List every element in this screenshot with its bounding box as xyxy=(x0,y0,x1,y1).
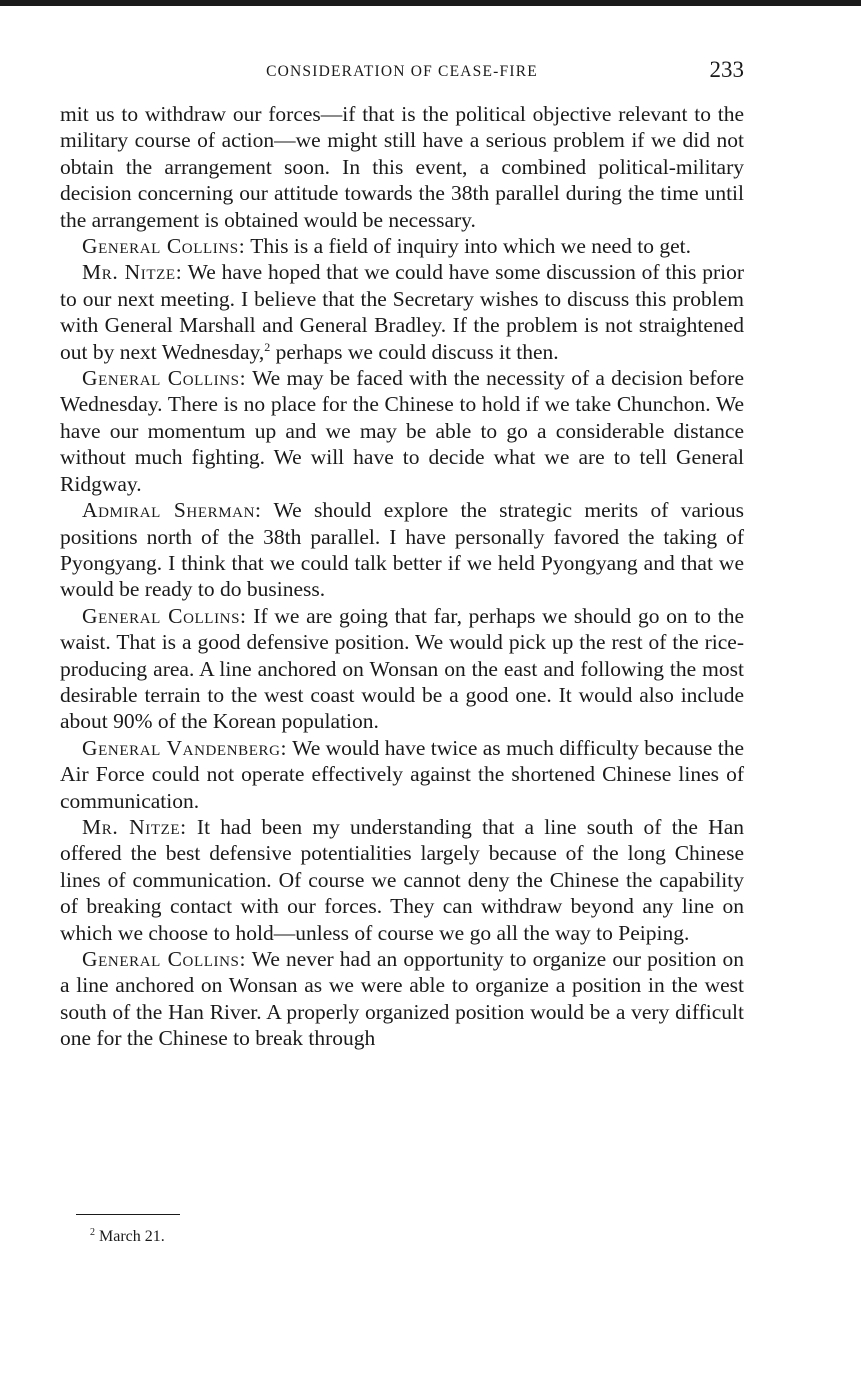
paragraph xyxy=(60,233,744,259)
speaker-name: General Collins: xyxy=(82,947,247,971)
paragraph xyxy=(60,365,744,497)
footnote-mark: 2 xyxy=(90,1227,95,1238)
speaker-name: General Collins: xyxy=(82,234,246,259)
footnote-rule xyxy=(76,1214,180,1215)
paragraph xyxy=(60,259,744,365)
paragraph xyxy=(60,603,744,735)
speaker-name: Mr. Nitze: xyxy=(82,814,187,839)
paragraph-text: We never had an opportunity to organize our position on a line anchored on Wonsan as we were able to organize a position in the west south of the Han River. A properly organized position would be a very difficult one for the Chinese to break through xyxy=(60,947,744,1051)
paragraph-text: We have hoped that we could have some discussion of this prior to our next meeting. I believe that the Secretary wishes to discuss this problem with General Marshall and General Bradley. If the problem is not straightened out by next Wednesday, xyxy=(60,260,744,364)
speaker-name: Admiral Sherman: xyxy=(82,498,262,523)
paragraph-text: mit us to withdraw our forces—if that is the political objective relevant to the military course of action—we might still have a serious problem if we did not obtain the arrangement soon. In this event, a combined political-military decision concerning our attitude towards the 38th parallel during the time until the arrangement is obtained would be necessary. xyxy=(60,102,744,232)
speaker-name: General Collins: xyxy=(82,366,247,391)
paragraph xyxy=(60,814,744,946)
paragraph xyxy=(60,946,744,1052)
paragraph-text: If we are going that far, perhaps we should go on to the waist. That is a good defensive position. We would pick up the rest of the rice-producing area. A line anchored on Wonsan on the east and following the most desirable terrain to the west coast would be a good one. It would also include about 90% of the Korean population. xyxy=(60,603,745,734)
page-number: 233 xyxy=(709,57,744,82)
paragraph-text: We may be faced with the necessity of a decision before Wednesday. There is no place for the Chinese to hold if we take Chunchon. We have our momentum up and we may be able to go a considerable distance without much fighting. We will have to decide what we are to tell General Ridgway. xyxy=(60,366,744,496)
paragraph xyxy=(60,735,744,814)
footnote-text: March 21. xyxy=(95,1228,165,1245)
paragraph xyxy=(60,101,744,233)
footnote-reference: 2 xyxy=(264,339,271,354)
speaker-name: General Vandenberg: xyxy=(82,735,288,760)
paragraph-text: It had been my understanding that a line south of the Han offered the best defensive potentialities largely because of the long Chinese lines of communication. Of course we cannot deny the Chinese the capability of breaking contact with our forces. They can withdraw beyond any line on which we choose to hold—unless of course we go all the way to Peiping. xyxy=(60,814,744,945)
page-header xyxy=(60,57,744,87)
paragraph-text-continued: perhaps we could discuss it then. xyxy=(270,339,559,364)
paragraph-text: This is a field of inquiry into which we need to get. xyxy=(245,234,691,259)
top-border xyxy=(0,0,861,6)
paragraph xyxy=(60,497,744,603)
speaker-name: Mr. Nitze: xyxy=(82,260,183,285)
running-head: CONSIDERATION OF CEASE-FIRE xyxy=(266,63,538,80)
paragraph-text: We should explore the strategic merits of various positions north of the 38th parallel. I have personally favored the taking of Pyongyang. I think that we could talk better if we held Pyongyang and that we would be ready to do business. xyxy=(60,498,744,602)
body-text xyxy=(60,101,744,1052)
footnote xyxy=(90,1228,165,1246)
speaker-name: General Collins: xyxy=(82,603,247,628)
paragraph-text: We would have twice as much difficulty because the Air Force could not operate effectively against the shortened Chinese lines of communication. xyxy=(60,735,744,813)
